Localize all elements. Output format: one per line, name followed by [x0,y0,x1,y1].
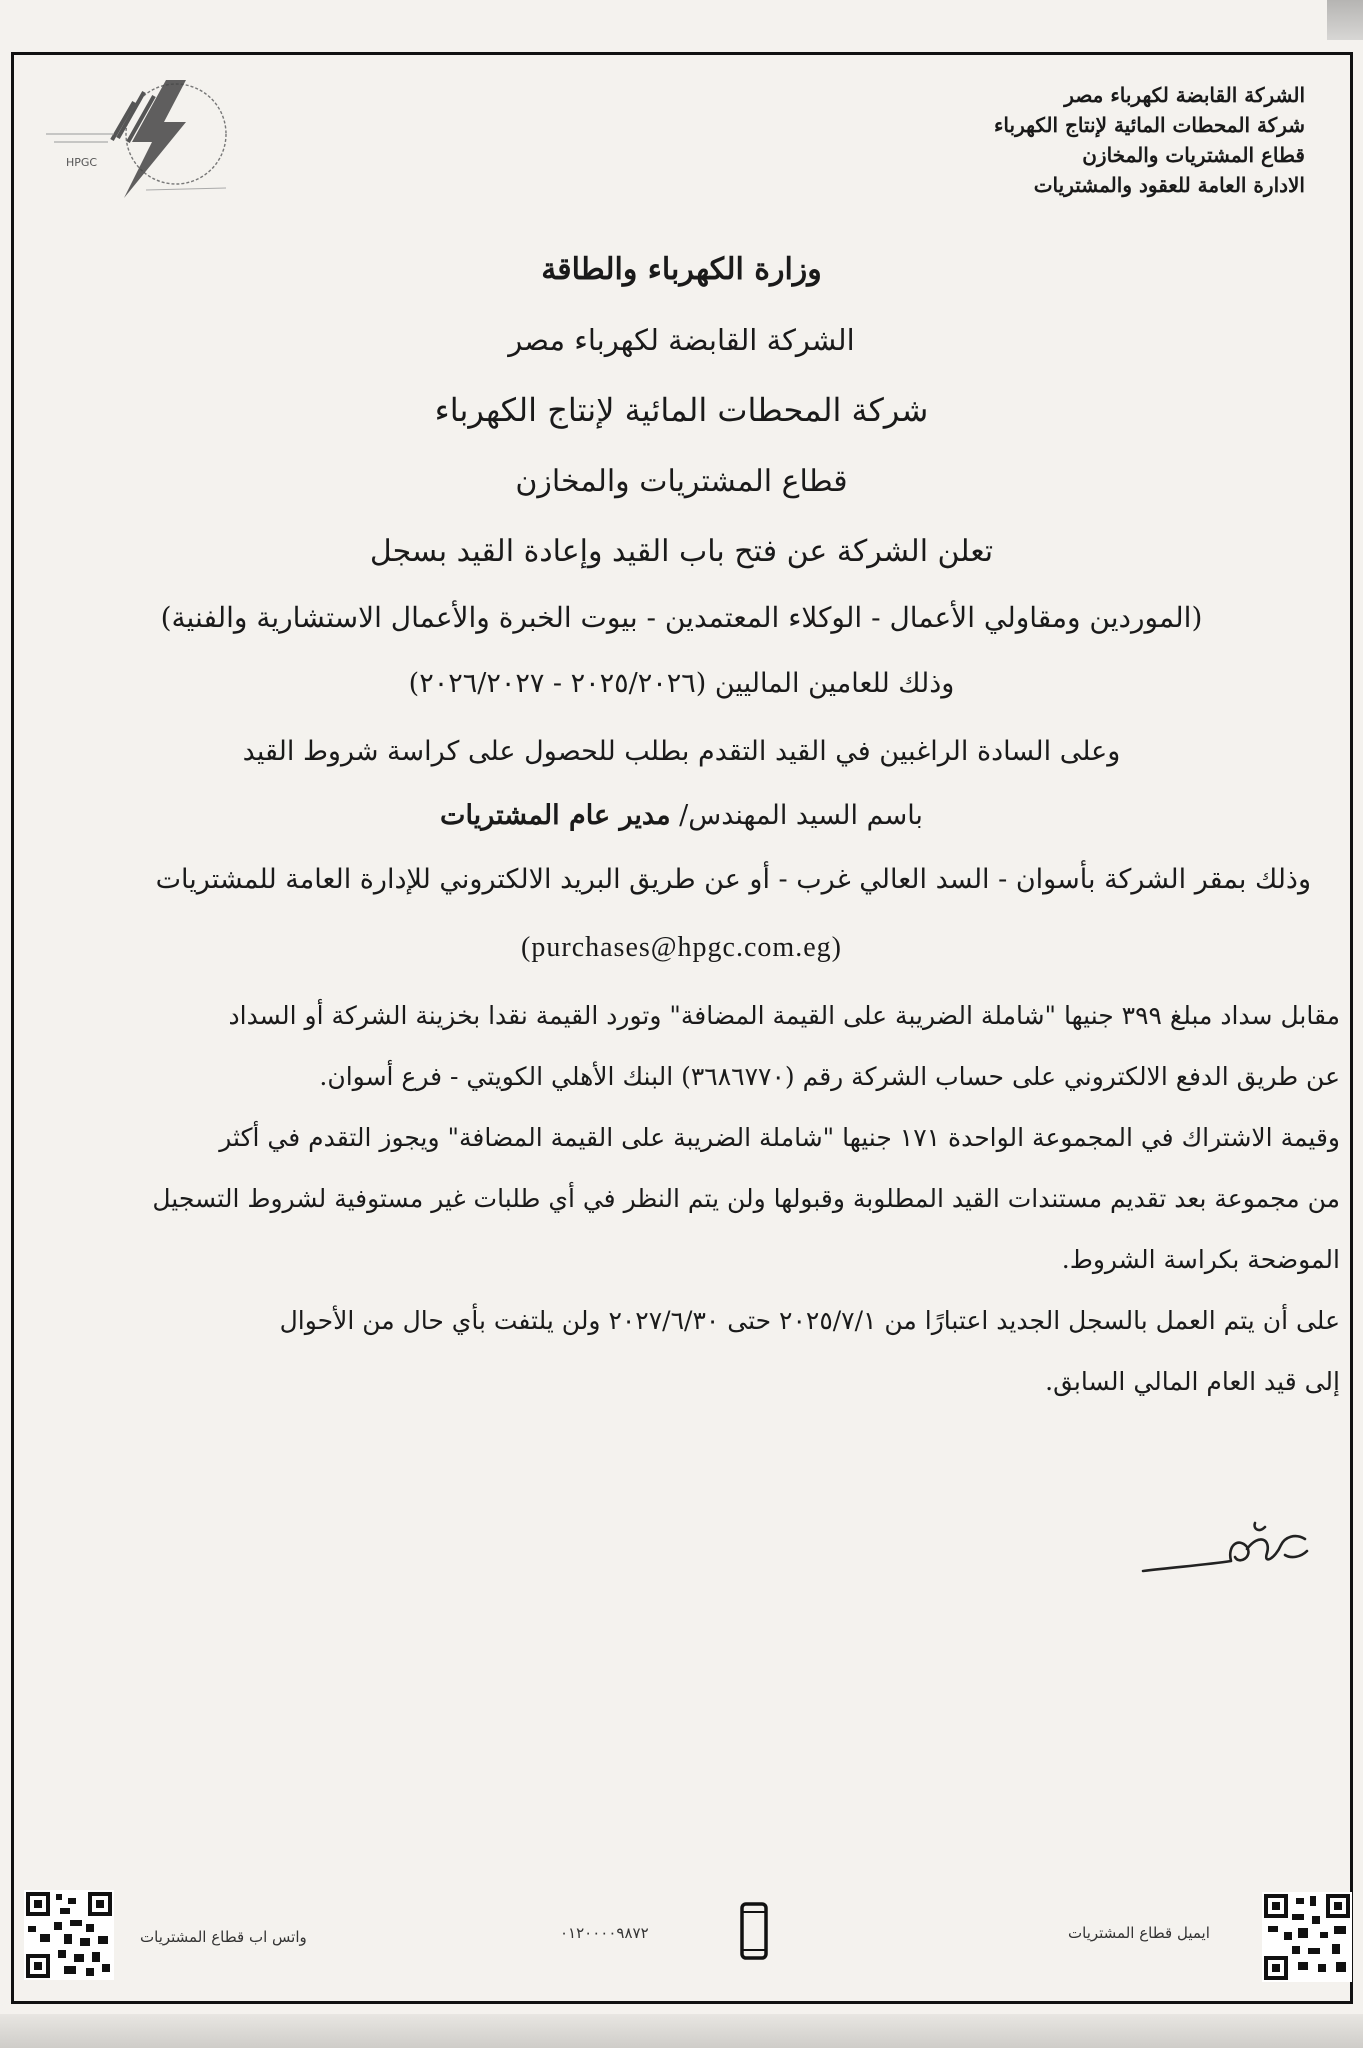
contact-email: (purchases@hpgc.com.eg) [521,932,842,963]
logo-text: HPGC [66,156,98,169]
fiscal-years: وذلك للعامين الماليين (٢٠٢٥/٢٠٢٦ - ٢٠٢٦/٢٠٢٧) [408,668,955,699]
announcement-headline: تعلن الشركة عن فتح باب القيد وإعادة القيد بسجل [369,534,994,569]
terms-line: عن طريق الدفع الالكتروني على حساب الشركة رقم (٣٦٨٦٧٧٠) البنك الأهلي الكويتي - فرع أسوان. [319,1062,1340,1091]
announcement [40,248,1323,990]
terms-line: مقابل سداد مبلغ ٣٩٩ جنيها "شاملة الضريبة على القيمة المضافة" وتورد القيمة نقدا بخزينة الشركة أو السداد [228,1001,1340,1030]
sector-name: قطاع المشتريات والمخازن [515,464,848,499]
terms-line: على أن يتم العمل بالسجل الجديد اعتبارًا من ٢٠٢٥/٧/١ حتى ٢٠٢٧/٦/٣٠ ولن يلتفت بأي حال من الأحوال [279,1306,1340,1335]
company-name: شركة المحطات المائية لإنتاج الكهرباء [434,391,929,429]
whatsapp-qr-code-icon[interactable] [24,1890,114,1980]
page-edge-shadow [1327,0,1363,40]
letterhead-line: قطاع المشتريات والمخازن [1082,143,1305,167]
addressee-title: مدير عام المشتريات [440,800,671,831]
registry-categories: (الموردين ومقاولي الأعمال - الوكلاء المعتمدين - بيوت الخبرة والأعمال الاستشارية والفنية) [160,601,1203,634]
ministry-title: وزارة الكهرباء والطاقة [541,252,822,287]
terms-line: إلى قيد العام المالي السابق. [1045,1367,1340,1396]
terms-line: الموضحة بكراسة الشروط. [1061,1245,1340,1274]
letterhead-line: الادارة العامة للعقود والمشتريات [1033,173,1305,197]
phone-number: ٠١٢٠٠٠٠٩٨٧٢ [560,1924,649,1942]
email-label: ايميل قطاع المشتريات [1068,1924,1210,1942]
hpgc-logo-icon [36,72,246,202]
addressee [40,794,1323,858]
whatsapp-label: واتس اب قطاع المشتريات [140,1928,307,1946]
location-text: وذلك بمقر الشركة بأسوان - السد العالي غرب - أو عن طريق البريد الالكتروني للإدارة العامة للمشتريات [155,864,1311,895]
handwritten-signature [1135,1515,1315,1587]
page-bottom-shadow [0,2014,1363,2048]
email-qr-code-icon[interactable] [1262,1892,1352,1982]
footer [0,1880,1363,1990]
terms-line: من مجموعة بعد تقديم مستندات القيد المطلوبة وقبولها ولن يتم النظر في أي طلبات غير مستوفية لشروط التسجيل [152,1184,1340,1213]
letterhead [745,80,1305,200]
addressee-prefix: باسم السيد المهندس/ [679,800,923,831]
applicants-text: وعلى السادة الراغبين في القيد التقدم بطلب للحصول على كراسة شروط القيد [242,736,1121,767]
letterhead-line: الشركة القابضة لكهرباء مصر [1064,83,1305,107]
terms-paragraph [40,994,1340,1421]
terms-line: وقيمة الاشتراك في المجموعة الواحدة ١٧١ جنيها "شاملة الضريبة على القيمة المضافة" ويجوز التقدم في أكثر [219,1123,1340,1152]
mobile-phone-icon [740,1902,768,1960]
holding-company: الشركة القابضة لكهرباء مصر [508,323,855,357]
letterhead-line: شركة المحطات المائية لإنتاج الكهرباء [994,113,1305,137]
